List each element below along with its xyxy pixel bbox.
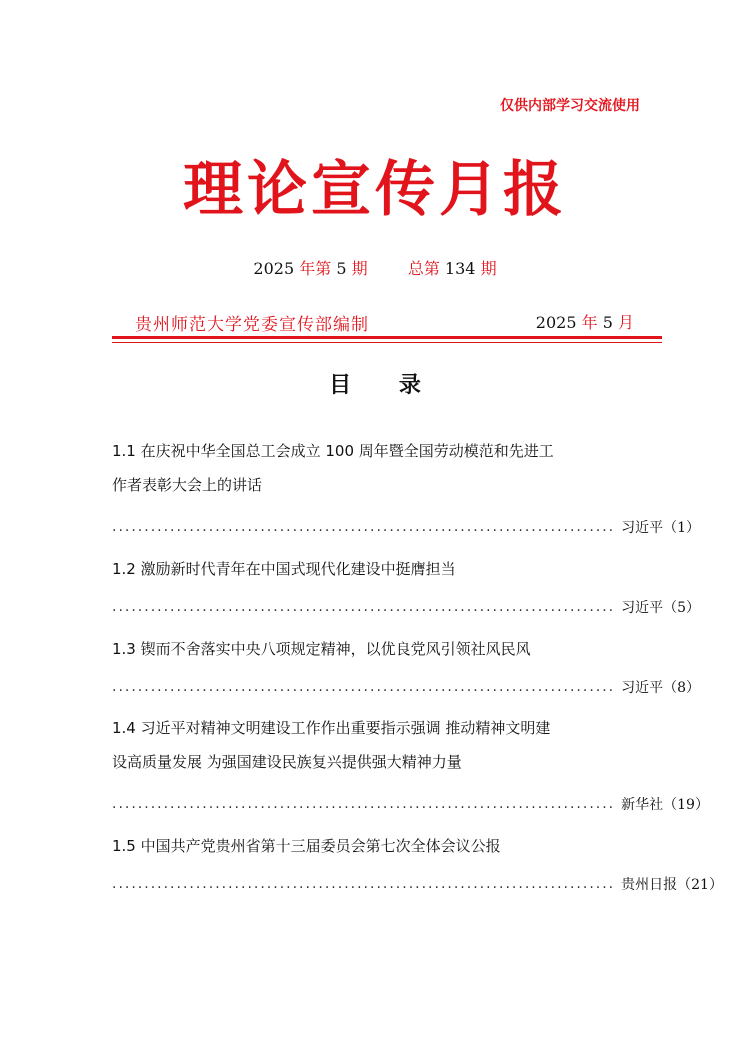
toc-entry-3-leader [112, 675, 701, 699]
toc-entry-source: 贵州日报（21） [621, 877, 723, 893]
masthead-title: 理论宣传月报 [183, 155, 567, 225]
pub-month: 5 [602, 313, 613, 332]
toc-entry-title-line1: 1.3 锲而不舍落实中央八项规定精神，以优良党风引领社风民风 [112, 640, 531, 658]
toc-entry-title-line2: 设高质量发展 为强国建设民族复兴提供强大精神力量 [112, 753, 462, 771]
issue-unit: 期 [351, 259, 368, 278]
issue-number: 5 [336, 259, 347, 278]
toc-entry-title-line1: 1.4 习近平对精神文明建设工作作出重要指示强调 推动精神文明建 [112, 719, 551, 737]
publication-date [500, 310, 634, 333]
total-prefix: 总第 [407, 259, 440, 278]
toc-entry-source: 习近平（5） [621, 600, 701, 616]
total-unit: 期 [480, 259, 497, 278]
pub-month-unit: 月 [617, 313, 634, 332]
dot-leader: .............................................................................. [112, 599, 616, 615]
toc-entry-3[interactable] [112, 632, 642, 666]
toc-entry-4[interactable] [112, 711, 642, 779]
pub-year-unit: 年 [581, 313, 598, 332]
header-rule-thin [112, 342, 662, 343]
issue-year: 2025 [253, 259, 295, 278]
internal-use-note: 仅供内部学习交流使用 [500, 98, 640, 114]
compiler-name: 贵州师范大学党委宣传部编制 [135, 315, 369, 335]
dot-leader: .............................................................................. [112, 519, 616, 535]
dot-leader: .............................................................................. [112, 679, 616, 695]
toc-entry-title-line1: 1.2 激励新时代青年在中国式现代化建设中挺膺担当 [112, 560, 456, 578]
pub-year: 2025 [535, 313, 577, 332]
toc-entry-1-leader [112, 515, 701, 539]
toc-entry-title-line2: 作者表彰大会上的讲话 [112, 476, 263, 494]
toc-entry-source: 习近平（8） [621, 680, 701, 696]
toc-entry-title-line1: 1.1 在庆祝中华全国总工会成立 100 周年暨全国劳动模范和先进工 [112, 442, 554, 460]
issue-line [0, 256, 750, 279]
toc-entry-source: 新华社（19） [621, 797, 709, 813]
toc-entry-5-leader [112, 872, 723, 896]
header-rule-thick [112, 336, 662, 339]
dot-leader: .............................................................................. [112, 876, 616, 892]
total-number: 134 [444, 259, 476, 278]
toc-entry-5[interactable] [112, 829, 642, 863]
toc-entry-4-leader [112, 792, 709, 816]
dot-leader: .............................................................................. [112, 796, 616, 812]
toc-entry-source: 习近平（1） [621, 520, 701, 536]
toc-title: 目 录 [329, 372, 421, 398]
toc-entry-2[interactable] [112, 552, 642, 586]
toc-entry-2-leader [112, 595, 701, 619]
issue-year-unit: 年第 [299, 259, 332, 278]
toc-entry-1[interactable] [112, 434, 642, 502]
toc-entry-title-line1: 1.5 中国共产党贵州省第十三届委员会第七次全体会议公报 [112, 837, 501, 855]
